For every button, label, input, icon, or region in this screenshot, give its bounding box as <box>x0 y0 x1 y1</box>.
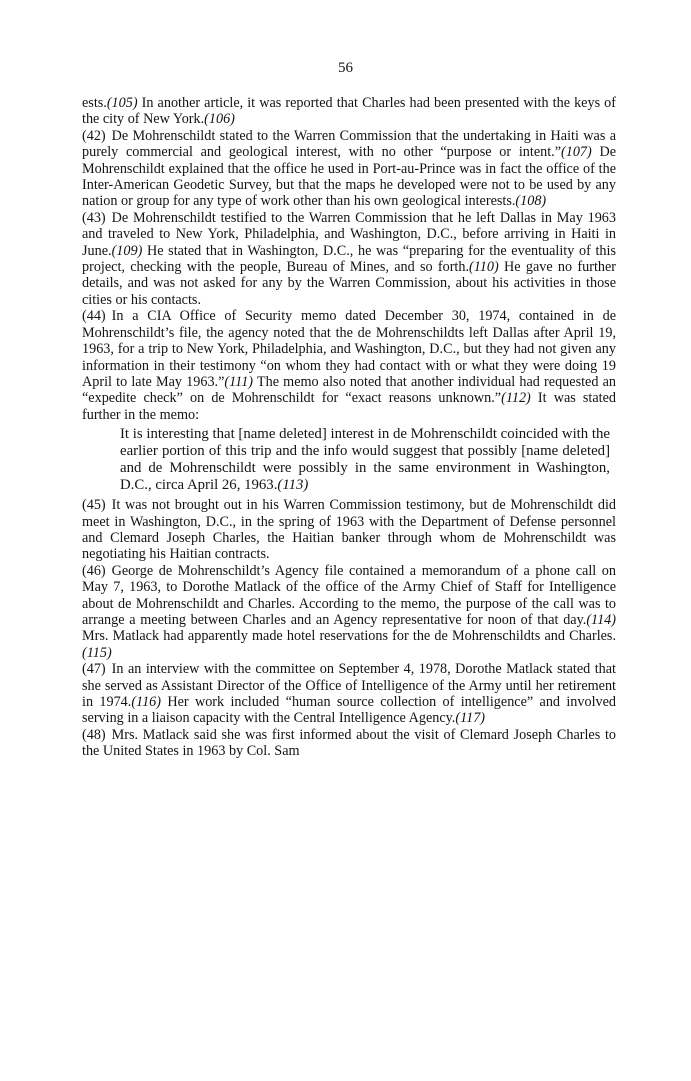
paragraph <box>82 563 616 661</box>
paragraph-text: It was stated further in the memo: <box>82 390 617 423</box>
citation-ref: (106) <box>204 111 235 128</box>
paragraph-text: Mrs. Matlack had apparently made hotel reservations for the de Mohrenschildts and Charles. <box>82 628 616 645</box>
citation-ref: (115) <box>82 644 112 661</box>
paragraph-number: (44) <box>82 308 106 325</box>
citation-ref: (116) <box>131 694 161 710</box>
paragraph-number: (42) <box>82 127 106 144</box>
paragraph-number: (43) <box>82 209 106 226</box>
paragraph-text: De Mohrenschildt explained that the office he used in Port-au-Prince was in fact the office of the Inter-American Geodetic Survey, but that the maps he developed were not to be used by any nation or group for any type of work other than his own geological interests. <box>82 144 616 210</box>
citation-ref: (105) <box>106 95 138 111</box>
paragraph-text: He stated that in Washington, D.C., he was “preparing for the eventuality of this project, checking with the people, Bureau of Mines, and so forth. <box>82 242 616 276</box>
paragraph-text: ests. <box>82 95 107 111</box>
paragraph-text: In another article, it was reported that Charles had been presented with the keys of the city of New York. <box>82 95 616 128</box>
citation-ref: (111) <box>224 373 254 390</box>
citation-ref: (109) <box>111 242 143 259</box>
paragraph-text: He gave no further details, and was not asked for any by the Warren Commission, about his activities in those cities or his contacts. <box>82 259 617 308</box>
paragraph-number: (48) <box>82 726 106 743</box>
paragraph-text: It was not brought out in his Warren Commission testimony, but de Mohrenschildt did meet in Washington, D.C., in the spring of 1963 with the Department of Defense personnel and Clemard Joseph Charles, the Haitian banker through whom de Mohrenschildt was negotiating his Haitian contracts. <box>82 497 616 563</box>
page-number: 56 <box>338 60 353 76</box>
paragraph-text: George de Mohrenschildt’s Agency file contained a memorandum of a phone call on May 7, 1963, to Dorothe Matlack of the office of the Army Chief of Staff for Intelligence about de Mohrenschildt and Charles. According to the memo, the purpose of the call was to arrange a meeting between Charles and an Agency representative for noon of that day. <box>82 562 616 628</box>
citation-ref: (114) <box>586 611 616 628</box>
paragraph-number: (46) <box>82 562 106 579</box>
paragraph-number: (47) <box>82 661 106 678</box>
citation-ref: (113) <box>277 477 309 494</box>
paragraph-text: In a CIA Office of Security memo dated December 30, 1974, contained in de Mohrenschildt’s file, the agency noted that the de Mohrenschildts left Dallas after April 19, 1963, for a trip to New York, Philadelphia, and Washington, D.C., but they had not given any information in their testimony “on whom they had contact with or what they were doing 19 April to late May 1963.” <box>82 308 616 390</box>
paragraph-text: De Mohrenschildt testified to the Warren Commission that he left Dallas in May 1963 and traveled to New York, Philadelphia, and Washington, D.C., before arriving in Haiti in June. <box>82 209 616 259</box>
block-quote <box>120 426 610 494</box>
paragraph <box>82 308 616 423</box>
paragraph-text: De Mohrenschildt stated to the Warren Commission that the undertaking in Haiti was a purely commercial and geological interest, with no other “purpose or intent.” <box>82 127 616 161</box>
paragraph-text: In an interview with the committee on September 4, 1978, Dorothe Matlack stated that she served as Assistant Director of the Office of Intelligence of the Army until her retirement in 1974. <box>82 661 616 710</box>
paragraph <box>82 128 616 210</box>
citation-ref: (112) <box>501 390 531 407</box>
paragraph-text: Her work included “human source collection of intelligence” and involved serving in a liaison capacity with the Central Intelligence Agency. <box>82 694 616 727</box>
paragraph <box>82 95 616 128</box>
paragraph <box>82 727 616 760</box>
citation-ref: (108) <box>515 193 547 210</box>
paragraphs-before-quote <box>82 95 616 423</box>
paragraph <box>82 210 616 308</box>
paragraph <box>82 497 616 563</box>
paragraph-text: The memo also noted that another individual had requested an “expedite check” on de Mohrenschildt for “exact reasons unknown.” <box>82 373 616 407</box>
paragraph-text: It is interesting that [name deleted] interest in de Mohrenschildt coincided with the earlier portion of this trip and the info would suggest that possibly [name deleted] and de Mohrenschildt were possibly in the same environment in Washington, D.C., circa April 26, 1963. <box>120 426 610 494</box>
paragraph <box>82 661 616 727</box>
paragraph-text: Mrs. Matlack said she was first informed about the visit of Clemard Joseph Charles to the United States in 1963 by Col. Sam <box>82 726 616 760</box>
citation-ref: (107) <box>561 144 592 161</box>
page-body <box>82 95 616 760</box>
paragraphs-after-quote <box>82 497 616 760</box>
paragraph-number: (45) <box>82 497 106 514</box>
citation-ref: (110) <box>469 259 499 276</box>
citation-ref: (117) <box>455 710 486 727</box>
